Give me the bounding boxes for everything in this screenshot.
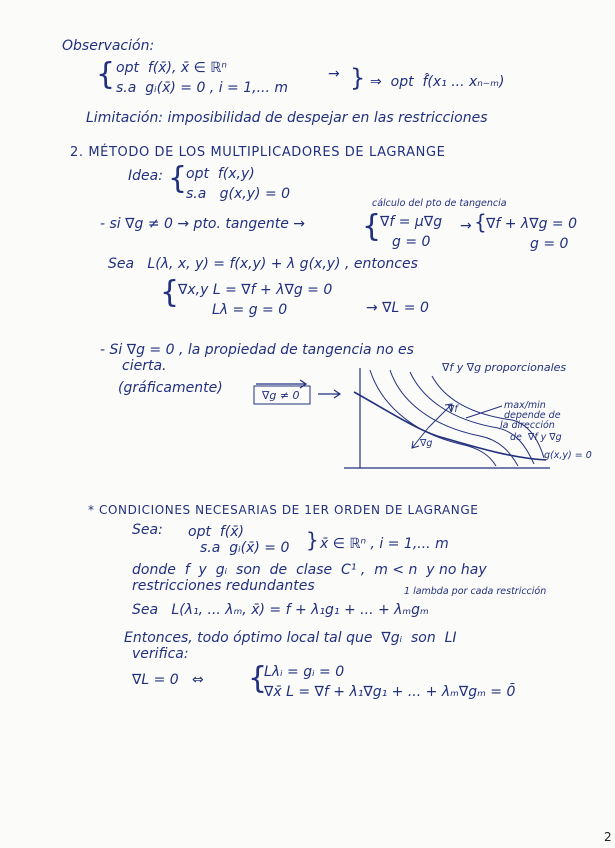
section-title: 2. MÉTODO DE LOS MULTIPLICADORES DE LAGRANGE bbox=[70, 145, 446, 160]
level-curve bbox=[370, 370, 496, 466]
brace: { bbox=[248, 661, 268, 696]
lambda-note: 1 lambda por cada restricción bbox=[404, 586, 547, 597]
case1-condition: - si ∇g ≠ 0 → pto. tangente → bbox=[100, 216, 305, 232]
maxmin-note: la dirección bbox=[500, 420, 555, 431]
where-line2: restricciones redundantes bbox=[132, 578, 315, 594]
brace: { bbox=[160, 275, 180, 310]
idea-constraint: s.a g(x,y) = 0 bbox=[186, 186, 291, 202]
idea-label: Idea: bbox=[128, 168, 163, 184]
constraint-label: g(x,y) = 0 bbox=[544, 450, 592, 461]
sea-label: Sea: bbox=[132, 522, 163, 538]
case2-line1: - Si ∇g = 0 , la propiedad de tangencia no es bbox=[100, 342, 414, 358]
maxmin-note: max/min bbox=[504, 400, 546, 411]
maxmin-note: depende de bbox=[504, 410, 561, 421]
brace: { bbox=[474, 210, 487, 234]
lagrangian-definition: Sea L(λ, x, y) = f(x,y) + λ g(x,y) , entonces bbox=[108, 256, 418, 272]
idea-opt: opt f(x,y) bbox=[186, 166, 255, 182]
brace: { bbox=[96, 57, 116, 92]
tangency-note: cálculo del pto de tangencia bbox=[372, 198, 507, 209]
limitation-note: Limitación: imposibilidad de despejar en las restricciones bbox=[86, 110, 488, 126]
constraint-line: s.a gᵢ(x̄) = 0 , i = 1,... m bbox=[116, 80, 289, 96]
domain-line: x̄ ∈ ℝⁿ , i = 1,... m bbox=[320, 536, 449, 552]
where-line1: donde f y gᵢ son de clase C¹ , m < n y no hay bbox=[132, 562, 487, 578]
maxmin-note: de ∇f y ∇g bbox=[510, 432, 562, 443]
proportional-note: ∇f y ∇g proporcionales bbox=[442, 361, 567, 374]
grad-g-label: ∇g bbox=[420, 438, 433, 449]
system2-b: g = 0 bbox=[530, 236, 569, 252]
gradient-result: → ∇L = 0 bbox=[366, 300, 429, 316]
brace: { bbox=[362, 209, 382, 244]
arrow: → bbox=[328, 66, 340, 82]
arrow: → bbox=[460, 218, 472, 234]
then-line1: Entonces, todo óptimo local tal que ∇gᵢ son LI bbox=[124, 630, 457, 646]
brace: { bbox=[168, 161, 188, 196]
conditions-title: * CONDICIONES NECESARIAS DE 1ER ORDEN DE LAGRANGE bbox=[88, 503, 479, 517]
graph-label: (gráficamente) bbox=[118, 380, 223, 396]
case2-line2: cierta. bbox=[122, 358, 167, 374]
page-number: 2 bbox=[604, 830, 612, 844]
system2-a: ∇f + λ∇g = 0 bbox=[486, 216, 577, 232]
constraint-line: s.a gᵢ(x̄) = 0 bbox=[200, 540, 290, 556]
observation-title: Observación: bbox=[62, 38, 155, 54]
gradient-lambda: Lλ = g = 0 bbox=[212, 302, 288, 318]
brace: } bbox=[306, 528, 319, 552]
reduced-problem: ⇒ opt f̂(x₁ ... xₙ₋ₘ) bbox=[370, 74, 505, 90]
brace-close: } bbox=[350, 64, 366, 92]
opt-line: opt f(x̄), x̄ ∈ ℝⁿ bbox=[116, 60, 227, 76]
system1-b: g = 0 bbox=[392, 234, 431, 250]
grad-f-label: ∇f bbox=[448, 404, 458, 415]
condition-b: ∇x̄ L = ∇f + λ₁∇g₁ + ... + λₘ∇gₘ = 0̄ bbox=[264, 684, 516, 700]
opt-line: opt f(x̄) bbox=[188, 524, 244, 540]
contour-graph bbox=[340, 362, 610, 492]
annotation-arrow bbox=[466, 406, 502, 418]
system1-a: ∇f = μ∇g bbox=[380, 214, 443, 230]
condition-a: Lλᵢ = gᵢ = 0 bbox=[264, 664, 345, 680]
gradient-zero: ∇L = 0 ⇔ bbox=[132, 672, 204, 688]
then-line2: verifica: bbox=[132, 646, 189, 662]
gradient-xy: ∇x,y L = ∇f + λ∇g = 0 bbox=[178, 282, 333, 298]
lagrangian: Sea L(λ₁, ... λₘ, x̄) = f + λ₁g₁ + ... + λₘgₘ bbox=[132, 602, 429, 618]
graph-box-label: ∇g ≠ 0 bbox=[262, 389, 300, 402]
